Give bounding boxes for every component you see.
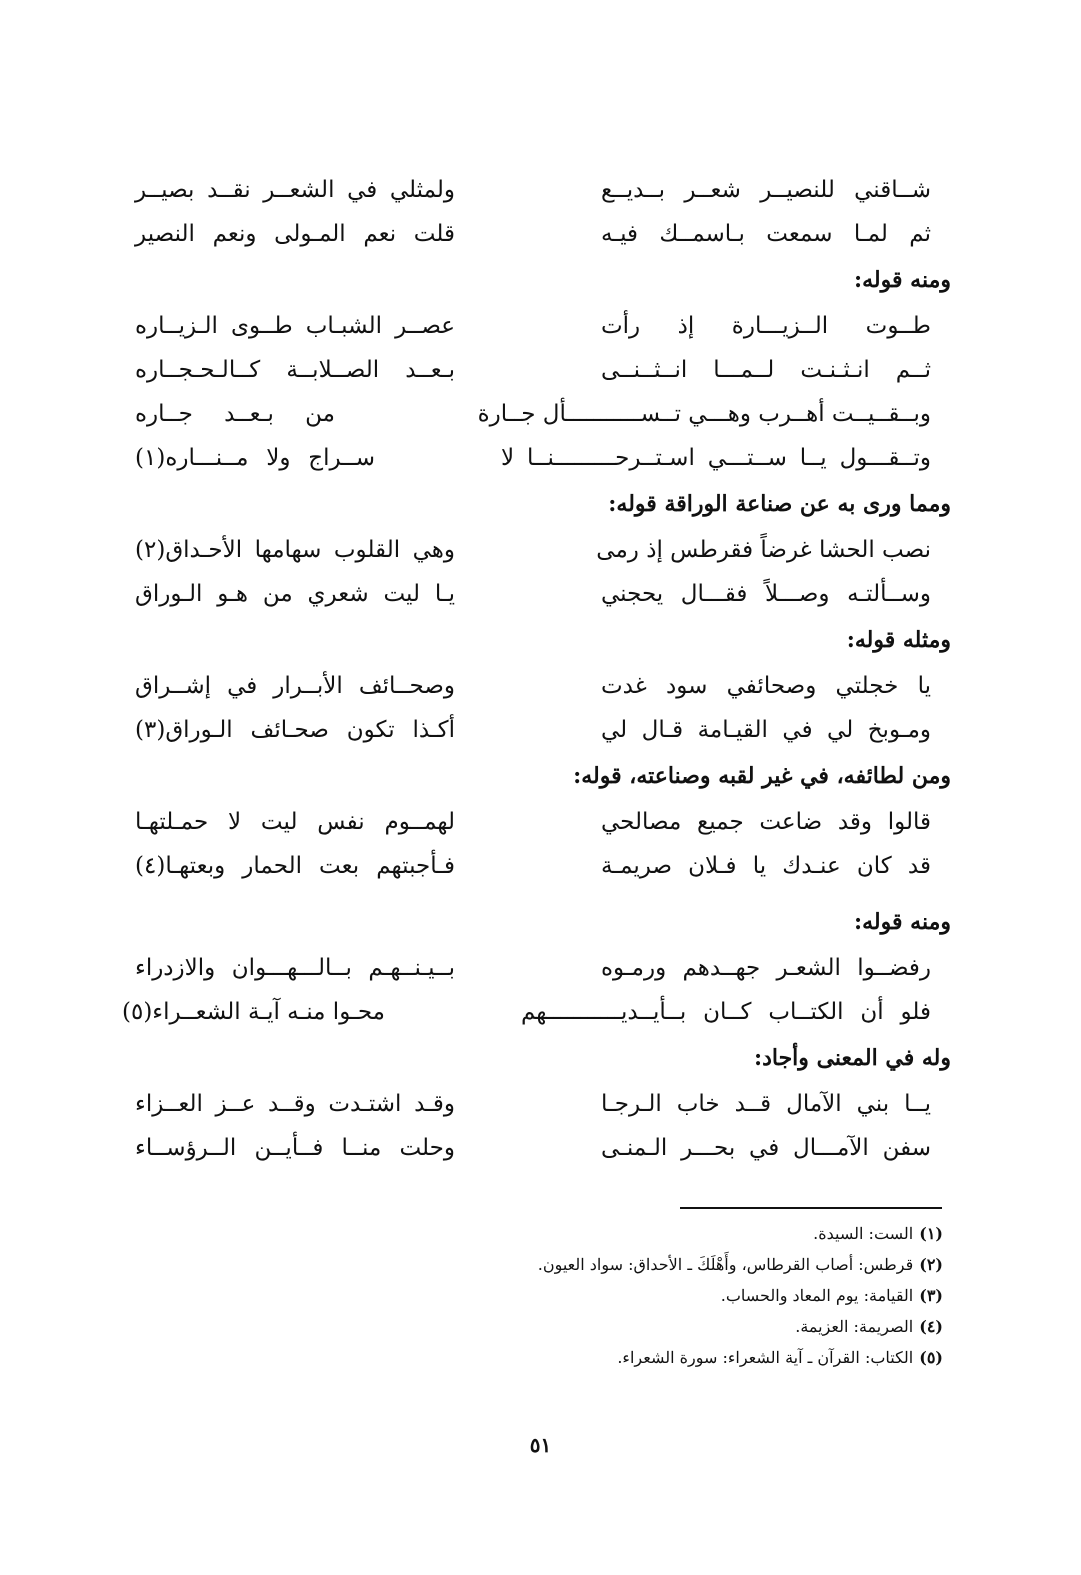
- verse-group-7: [135, 1082, 951, 1170]
- verse-second-hemistich: قلت نعم المـولى ونعم النصير: [135, 221, 455, 247]
- verse-second-hemistich: يـا ليت شعري من هـو الـوراق: [135, 581, 455, 607]
- verse-first-hemistich: وبــقــيــت أهــرب وهـــي تــســـــــــــأل جــارة: [477, 401, 931, 427]
- verse-line: [135, 212, 951, 256]
- verse-second-hemistich: محـوا منـه آيـة الشعــراء(٥): [121, 999, 385, 1025]
- verse-second-hemistich: أكـذا تكون صحـائف الـوراق(٣): [135, 717, 455, 743]
- page-number: ٥١: [529, 1433, 552, 1457]
- footnote-divider: [680, 1207, 942, 1209]
- verse-first-hemistich: ثــم انـثـنـت لــمـــا انــثــنــى: [601, 357, 931, 383]
- footnote-text: قرطس: أصاب القرطاس، وأَهْلَكَ ـ الأحداق: سواد العيون.: [537, 1255, 914, 1274]
- verse-second-hemistich: وحلت منــا فــأيــن الــرؤســاء: [135, 1135, 455, 1161]
- verse-second-hemistich: لهمــوم نفس ليت لا حمـلتهـا: [135, 809, 455, 835]
- verse-first-hemistich: وتــقـــول يــا ســتـــي اسـتــرحـــــــــنــا لا: [501, 445, 931, 471]
- footnote-item: [343, 1249, 943, 1280]
- footnote-number: (٢): [919, 1255, 943, 1274]
- verse-line: [135, 708, 951, 752]
- verse-line: [121, 990, 951, 1034]
- verse-group-5: [135, 800, 951, 888]
- footnote-number: (٤): [919, 1317, 943, 1336]
- verse-first-hemistich: ومـوبخ لي في القيـامة قـال لي: [601, 717, 931, 743]
- footnote-number: (١): [919, 1224, 943, 1243]
- verse-line: [135, 1082, 951, 1126]
- verse-line: [135, 436, 951, 480]
- verse-line: [135, 946, 951, 990]
- footnote-number: (٣): [919, 1286, 943, 1305]
- verse-second-hemistich: فـأجبتهم بعت الحمار وبعتهـا(٤): [135, 853, 455, 879]
- intro-line: ومما ورى به عن صناعة الوراقة قوله:: [608, 491, 951, 517]
- verse-first-hemistich: قد كان عنـدك يا فـلان صريمـة: [601, 853, 931, 879]
- verse-first-hemistich: يــا بني الآمال قــد خاب الـرجـا: [601, 1091, 931, 1117]
- verse-group-6: [121, 946, 951, 1034]
- verse-second-hemistich: وهي القلوب سهامها الأحـداق(٢): [135, 537, 455, 563]
- verse-line: [135, 664, 951, 708]
- verse-first-hemistich: فلو أن الكتــاب كــان بــأيــديـــــــــــهم: [521, 999, 931, 1025]
- intro-line: ومنه قوله:: [853, 909, 951, 935]
- verse-line: [135, 168, 951, 212]
- footnote-text: القيامة: يوم المعاد والحساب.: [720, 1286, 914, 1305]
- intro-line: ومن لطائفه، في غير لقبه وصناعته، قوله:: [573, 763, 951, 789]
- verse-first-hemistich: شــاقني للنصيــر شعــر بــديــع: [601, 177, 931, 203]
- footnote-item: [343, 1280, 943, 1311]
- verse-line: [135, 392, 951, 436]
- verse-first-hemistich: رفضــوا الشعـر جهــدهم ورمـوه: [601, 955, 931, 981]
- verse-line: [135, 844, 951, 888]
- verse-second-hemistich: ســراج ولا مــنـــاره(١): [135, 445, 375, 471]
- footnote-text: الصريمة: العزيمة.: [795, 1317, 914, 1336]
- verse-line: [135, 1126, 951, 1170]
- verse-first-hemistich: سفن الآمـــال في بحـــر الـمنـى: [601, 1135, 931, 1161]
- intro-line: ومنه قوله:: [853, 267, 951, 293]
- verse-second-hemistich: بـعــد الصــلابــة كــالـحـجــاره: [135, 357, 455, 383]
- verse-first-hemistich: قالوا وقد ضاعت جميع مصالحي: [601, 809, 931, 835]
- verse-first-hemistich: يا خجلتي وصحائفي سود غدت: [601, 673, 931, 699]
- verse-first-hemistich: وســألتـه وصـــلاً فقـــال يحجني: [601, 581, 931, 607]
- verse-line: [135, 800, 951, 844]
- footnote-item: [343, 1311, 943, 1342]
- footnote-item: [343, 1218, 943, 1249]
- verse-line: [135, 528, 951, 572]
- intro-line: وله في المعنى وأجاد:: [753, 1045, 951, 1071]
- footnote-text: الكتاب: القرآن ـ آية الشعراء: سورة الشعراء.: [617, 1348, 914, 1367]
- verse-group-2: [135, 304, 951, 480]
- verse-line: [135, 348, 951, 392]
- verse-group-4: [135, 664, 951, 752]
- verse-first-hemistich: نصب الحشا غرضاً فقرطس إذ رمى: [596, 537, 931, 563]
- intro-line: ومثله قوله:: [846, 627, 951, 653]
- verse-line: [135, 304, 951, 348]
- footnote-item: [343, 1342, 943, 1373]
- verse-group-1: [135, 168, 951, 256]
- verse-line: [135, 572, 951, 616]
- footnotes: [343, 1218, 943, 1373]
- verse-second-hemistich: وصحــائف الأبــرار في إشــراق: [135, 673, 455, 699]
- verse-second-hemistich: من بـعــد جــاره: [135, 401, 335, 427]
- verse-first-hemistich: طــوت الــزيـــارة إذ رأت: [601, 313, 931, 339]
- verse-second-hemistich: وقـد اشتـدت وقــد عــز العــزاء: [135, 1091, 455, 1117]
- verse-second-hemistich: ولمثلي في الشعــر نقــد بصيــر: [135, 177, 455, 203]
- verse-first-hemistich: ثم لمـا سمعت بـاسمــك فيـه: [601, 221, 931, 247]
- verse-second-hemistich: بــيـنــهـم بــالـــهـــوان والازدراء: [135, 955, 455, 981]
- footnote-number: (٥): [919, 1348, 943, 1367]
- verse-group-3: [135, 528, 951, 616]
- footnote-text: الست: السيدة.: [813, 1224, 914, 1243]
- verse-second-hemistich: عصــر الشبـاب طــوى الـزيــاره: [135, 313, 455, 339]
- page-body: [121, 168, 951, 1170]
